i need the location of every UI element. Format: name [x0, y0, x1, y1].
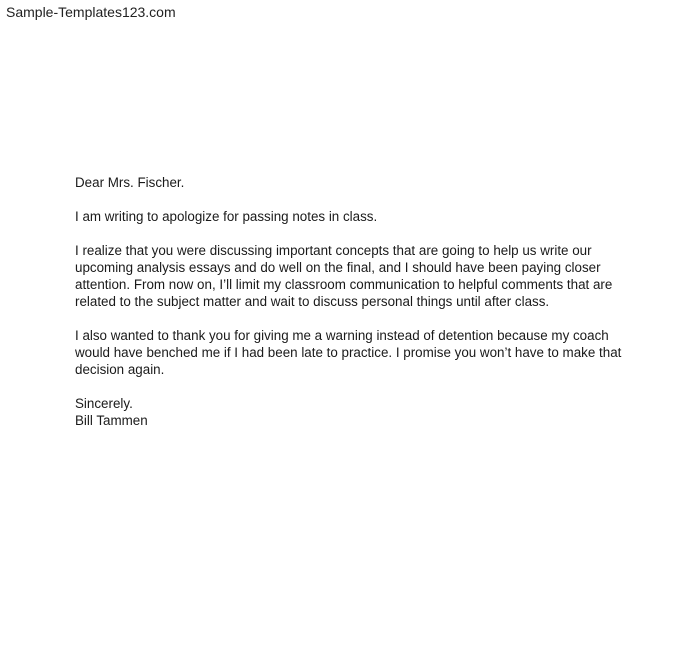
- site-watermark: Sample-Templates123.com: [6, 4, 176, 20]
- letter-body: [75, 174, 635, 429]
- letter-line: I also wanted to thank you for giving me a warning instead of detention because my coach: [75, 328, 609, 343]
- signature-name: Bill Tammen: [75, 413, 148, 428]
- letter-paragraph-2: [75, 242, 635, 310]
- closing-word: Sincerely.: [75, 396, 133, 411]
- letter-line: related to the subject matter and wait to discuss personal things until after class.: [75, 294, 550, 309]
- letter-line: I realize that you were discussing important concepts that are going to help us write our: [75, 243, 592, 258]
- letter-line: I am writing to apologize for passing notes in class.: [75, 209, 378, 224]
- letter-line: upcoming analysis essays and do well on the final, and I should have been paying closer: [75, 260, 601, 275]
- letter-closing: [75, 395, 635, 429]
- letter-line: would have benched me if I had been late to practice. I promise you won’t have to make that: [75, 345, 622, 360]
- letter-paragraph-3: [75, 327, 635, 378]
- letter-paragraph-1: [75, 208, 635, 225]
- letter-line: attention. From now on, I’ll limit my classroom communication to helpful comments that are: [75, 277, 613, 292]
- letter-salutation: Dear Mrs. Fischer.: [75, 175, 185, 190]
- letter-line: decision again.: [75, 362, 165, 377]
